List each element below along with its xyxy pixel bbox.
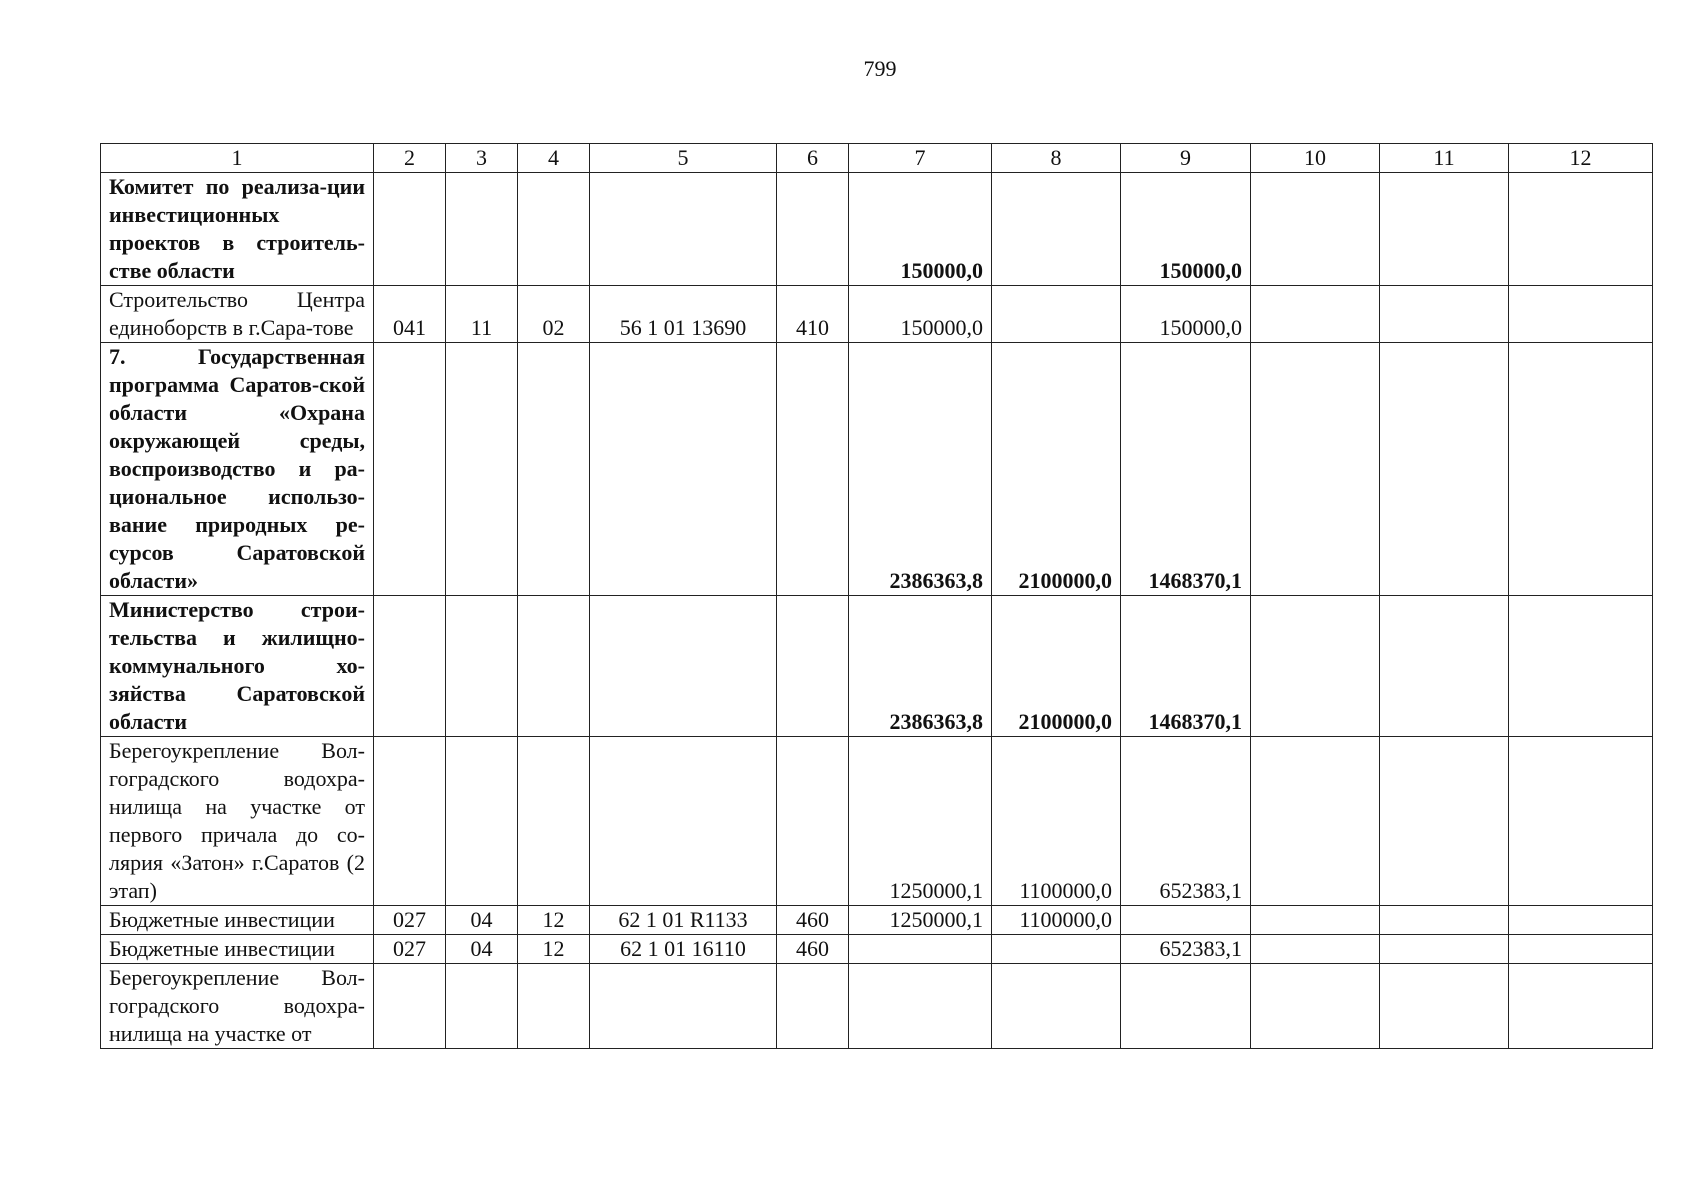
amount-col9-cell: 652383,1 [1121, 935, 1251, 964]
column-number: 10 [1251, 144, 1380, 173]
target-article-cell: 56 1 01 13690 [590, 286, 777, 343]
subsection-code-cell: 12 [518, 906, 590, 935]
amount-col10-cell [1251, 737, 1380, 906]
item-name-cell: Бюджетные инвестиции [101, 906, 374, 935]
amount-col7-cell: 1250000,1 [849, 737, 992, 906]
column-number: 6 [777, 144, 849, 173]
amount-col7-cell: 2386363,8 [849, 596, 992, 737]
target-article-cell: 62 1 01 R1133 [590, 906, 777, 935]
amount-col11-cell [1380, 737, 1509, 906]
amount-col12-cell [1509, 286, 1653, 343]
expense-type-cell [777, 343, 849, 596]
section-code-cell: 04 [446, 906, 518, 935]
column-number: 9 [1121, 144, 1251, 173]
section-code-cell [446, 173, 518, 286]
budget-table [100, 143, 1653, 1049]
subsection-code-cell [518, 343, 590, 596]
department-code-cell [374, 596, 446, 737]
amount-col12-cell [1509, 964, 1653, 1049]
expense-type-cell: 460 [777, 935, 849, 964]
amount-col10-cell [1251, 935, 1380, 964]
section-code-cell [446, 737, 518, 906]
expense-type-cell: 460 [777, 906, 849, 935]
amount-col11-cell [1380, 286, 1509, 343]
department-code-cell: 027 [374, 906, 446, 935]
amount-col9-cell [1121, 906, 1251, 935]
column-number-row [101, 144, 1653, 173]
amount-col11-cell [1380, 343, 1509, 596]
amount-col12-cell [1509, 935, 1653, 964]
amount-col9-cell: 1468370,1 [1121, 343, 1251, 596]
amount-col9-cell: 652383,1 [1121, 737, 1251, 906]
amount-col8-cell [992, 173, 1121, 286]
amount-col10-cell [1251, 343, 1380, 596]
item-name-cell: Бюджетные инвестиции [101, 935, 374, 964]
target-article-cell [590, 737, 777, 906]
amount-col12-cell [1509, 173, 1653, 286]
amount-col9-cell: 1468370,1 [1121, 596, 1251, 737]
amount-col10-cell [1251, 173, 1380, 286]
table-row [101, 286, 1653, 343]
amount-col10-cell [1251, 596, 1380, 737]
table-row [101, 343, 1653, 596]
expense-type-cell [777, 173, 849, 286]
subsection-code-cell: 02 [518, 286, 590, 343]
expense-type-cell [777, 964, 849, 1049]
item-name-cell: Берегоукрепление Вол-гоградского водохра-нилища на участке от первого причала до со-лярия «Затон» г.Саратов (2 этап) [101, 737, 374, 906]
page-number: 799 [863, 56, 897, 81]
subsection-code-cell [518, 173, 590, 286]
amount-col8-cell: 2100000,0 [992, 343, 1121, 596]
table-row [101, 935, 1653, 964]
department-code-cell: 027 [374, 935, 446, 964]
amount-col8-cell [992, 286, 1121, 343]
amount-col8-cell [992, 935, 1121, 964]
table-row [101, 906, 1653, 935]
column-number: 7 [849, 144, 992, 173]
column-number: 11 [1380, 144, 1509, 173]
table-body [101, 144, 1653, 1049]
amount-col11-cell [1380, 596, 1509, 737]
department-code-cell: 041 [374, 286, 446, 343]
expense-type-cell [777, 596, 849, 737]
amount-col8-cell: 2100000,0 [992, 596, 1121, 737]
amount-col7-cell: 150000,0 [849, 286, 992, 343]
amount-col12-cell [1509, 737, 1653, 906]
amount-col12-cell [1509, 906, 1653, 935]
amount-col8-cell: 1100000,0 [992, 737, 1121, 906]
item-name-cell: 7. Государственная программа Саратов-ской области «Охрана окружающей среды, воспроизводство и ра-циональное использо-вание природных ре-сурсов Саратовской области» [101, 343, 374, 596]
amount-col11-cell [1380, 173, 1509, 286]
amount-col11-cell [1380, 935, 1509, 964]
target-article-cell: 62 1 01 16110 [590, 935, 777, 964]
column-number: 3 [446, 144, 518, 173]
amount-col10-cell [1251, 286, 1380, 343]
table-row [101, 737, 1653, 906]
section-code-cell: 11 [446, 286, 518, 343]
subsection-code-cell: 12 [518, 935, 590, 964]
amount-col12-cell [1509, 596, 1653, 737]
amount-col7-cell: 150000,0 [849, 173, 992, 286]
section-code-cell [446, 964, 518, 1049]
expense-type-cell: 410 [777, 286, 849, 343]
target-article-cell [590, 173, 777, 286]
table-row [101, 596, 1653, 737]
column-number: 5 [590, 144, 777, 173]
amount-col10-cell [1251, 964, 1380, 1049]
section-code-cell [446, 343, 518, 596]
department-code-cell [374, 964, 446, 1049]
amount-col12-cell [1509, 343, 1653, 596]
expense-type-cell [777, 737, 849, 906]
column-number: 12 [1509, 144, 1653, 173]
department-code-cell [374, 737, 446, 906]
amount-col7-cell [849, 964, 992, 1049]
item-name-cell: Берегоукрепление Вол-гоградского водохра-нилища на участке от [101, 964, 374, 1049]
amount-col7-cell: 2386363,8 [849, 343, 992, 596]
subsection-code-cell [518, 596, 590, 737]
department-code-cell [374, 343, 446, 596]
target-article-cell [590, 596, 777, 737]
column-number: 1 [101, 144, 374, 173]
table-row [101, 173, 1653, 286]
amount-col8-cell [992, 964, 1121, 1049]
column-number: 4 [518, 144, 590, 173]
item-name-cell: Комитет по реализа-ции инвестиционных проектов в строитель-стве области [101, 173, 374, 286]
amount-col11-cell [1380, 906, 1509, 935]
amount-col8-cell: 1100000,0 [992, 906, 1121, 935]
amount-col9-cell [1121, 964, 1251, 1049]
amount-col7-cell [849, 935, 992, 964]
section-code-cell: 04 [446, 935, 518, 964]
amount-col9-cell: 150000,0 [1121, 173, 1251, 286]
item-name-cell: Министерство строи-тельства и жилищно-коммунального хо-зяйства Саратовской области [101, 596, 374, 737]
item-name-cell: Строительство Центра единоборств в г.Сара-тове [101, 286, 374, 343]
column-number: 8 [992, 144, 1121, 173]
section-code-cell [446, 596, 518, 737]
amount-col7-cell: 1250000,1 [849, 906, 992, 935]
target-article-cell [590, 343, 777, 596]
target-article-cell [590, 964, 777, 1049]
subsection-code-cell [518, 964, 590, 1049]
department-code-cell [374, 173, 446, 286]
amount-col10-cell [1251, 906, 1380, 935]
table-row [101, 964, 1653, 1049]
column-number: 2 [374, 144, 446, 173]
amount-col9-cell: 150000,0 [1121, 286, 1251, 343]
amount-col11-cell [1380, 964, 1509, 1049]
subsection-code-cell [518, 737, 590, 906]
